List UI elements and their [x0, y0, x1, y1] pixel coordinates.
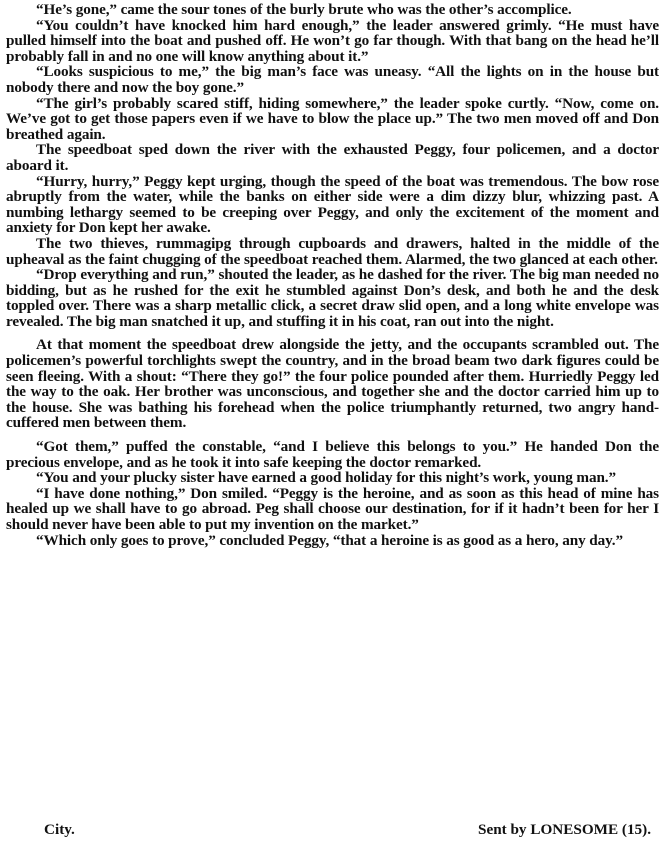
paragraph-13: “Which only goes to prove,” concluded Peggy, “that a heroine is as good as a hero, any day.” [36, 531, 623, 549]
paragraph-7: The two thieves, rummagipg through cupboards and drawers, halted in the middle of the upheaval as the faint chugging of the speedboat reached them. Alarmed, the two glanced at each other. [6, 234, 659, 268]
signoff [0, 821, 665, 839]
story-text [6, 2, 659, 548]
paragraph-12: “I have done nothing,” Don smiled. “Peggy is the heroine, and as soon as this head of mine has healed up we shall have to go abroad. Peg shall choose our destination, for if it hadn’t been for her I should never have been able to put my invention on the market.” [6, 484, 659, 533]
paragraph-2: “You couldn’t have knocked him hard enough,” the leader answered grimly. “He must have pulled himself into the boat and pushed off. He won’t go far though. With that bang on the head he’ll probably fall in and no one will know anything about it.” [6, 16, 659, 65]
paragraph-8: “Drop everything and run,” shouted the leader, as he dashed for the river. The big man needed no bidding, but as he rushed for the exit he stumbled against Don’s desk, and both he and the desk toppled over. There was a sharp metallic click, a secret draw slid open, and a long white envelope was revealed. The big man snatched it up, and stuffing it in his coat, ran out into the night. [6, 266, 659, 330]
paragraph-11: “You and your plucky sister have earned a good holiday for this night’s work, young man.” [36, 469, 616, 487]
paragraph-10: “Got them,” puffed the constable, “and I believe this belongs to you.” He handed Don the precious envelope, and as he took it into safe keeping the doctor remarked. [6, 438, 659, 471]
paragraph-4: “The girl’s probably scared stiff, hiding somewhere,” the leader spoke curtly. “Now, come on. We’ve got to get those papers even if we have to blow the place up.” The two men moved off and Don breathed again. [6, 94, 659, 143]
paragraph-9: At that moment the speedboat drew alongside the jetty, and the occupants scrambled out. The policemen’s powerful torchlights swept the country, and in the broad beam two dark figures could be seen fleeing. With a shout: “There they go!” the four police pounded after them. Hurriedly Peggy led the way to the oak. Her brother was unconscious, and together she and the doctor carried him up to the house. She was bathing his forehead when the police triumphantly returned, two angry hand-cuffered men between them. [6, 336, 659, 432]
signoff-location: City. [44, 821, 75, 838]
paragraph-1: “He’s gone,” came the sour tones of the burly brute who was the other’s accomplice. [36, 1, 572, 18]
paragraph-5: The speedboat sped down the river with the exhausted Peggy, four policemen, and a doctor aboard it. [6, 141, 659, 174]
paragraph-6: “Hurry, hurry,” Peggy kept urging, though the speed of the boat was tremendous. The bow rose abruptly from the water, while the banks on either side were a dim dizzy blur, whizzing past. A numbing lethargy seemed to be creeping over Peggy, and only the excitement of the moment and anxiety for Don kept her awake. [6, 172, 659, 237]
signoff-credit: Sent by LONESOME (15). [478, 821, 651, 838]
paragraph-3: “Looks suspicious to me,” the big man’s face was uneasy. “All the lights on in the house but nobody there and now the boy gone.” [6, 63, 659, 96]
